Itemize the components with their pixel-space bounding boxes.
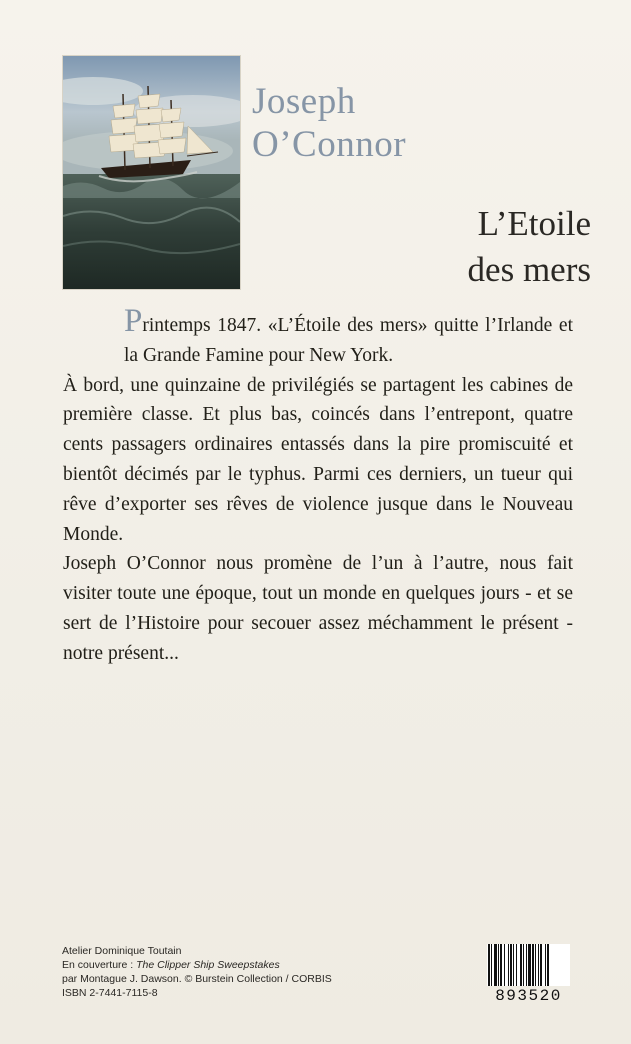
author-last-name: O’Connor [252,124,407,165]
barcode-bar [523,944,524,986]
barcode-bar [491,944,492,986]
barcode-bar [508,944,509,986]
barcode-bar [513,944,514,986]
book-title-line-2: des mers [467,250,591,289]
barcode-bar [520,944,522,986]
barcode-bar [528,944,531,986]
credits [62,944,332,1000]
book-title-line-1: L’Etoile [477,204,591,243]
blurb-paragraph-1-text: rintemps 1847. «L’Étoile des mers» quitte l’Irlande et la Grande Famine pour New York. [124,315,573,366]
barcode-bar [547,944,549,986]
barcode-bar [504,944,505,986]
author-first-name: Joseph [252,81,356,122]
barcode-bar [488,944,490,986]
barcode-bar [535,944,536,986]
barcode-bar [545,944,546,986]
barcode [487,944,570,986]
credits-artist: par Montague J. Dawson. © Burstein Collection / CORBIS [62,973,332,985]
barcode-bar [516,944,517,986]
credits-studio: Atelier Dominique Toutain [62,945,182,957]
credits-cover-prefix: En couverture : [62,959,137,971]
book-title [468,201,591,293]
blurb-paragraph-1 [63,303,573,371]
credits-cover-work: The Clipper Ship Sweepstakes [136,959,280,971]
barcode-bar [494,944,497,986]
blurb-paragraph-3: Joseph O’Connor nous promène de l’un à l’autre, nous fait visiter toute une époque, tout un monde en quelques jours - et se sert de l’Histoire pour secouer assez méchamment le présent - notre présent... [63,553,573,664]
blurb-paragraph-2: À bord, une quinzaine de privilégiés se partagent les cabines de première classe. Et plus bas, coincés dans l’entrepont, quatre cents passagers ordinaires entassés dans la pire promiscuité et bientôt décimés par le typhus. Parmi ces derniers, un tueur qui rêve d’exporter ses rêves de violence jusque dans le Nouveau Monde. [63,374,573,545]
author-name [252,80,406,166]
cover-painting-clipper-ship [62,55,241,290]
barcode-bar [498,944,499,986]
blurb [63,303,573,669]
barcode-bar [510,944,512,986]
barcode-number: 893520 [495,987,562,1005]
blurb-dropcap: P [124,303,143,339]
isbn: ISBN 2-7441-7115-8 [62,987,158,999]
barcode-bar [540,944,542,986]
barcode-bar [526,944,527,986]
barcode-bar [538,944,539,986]
barcode-bar [500,944,502,986]
barcode-bar [532,944,534,986]
credits-cover-line [62,958,332,972]
